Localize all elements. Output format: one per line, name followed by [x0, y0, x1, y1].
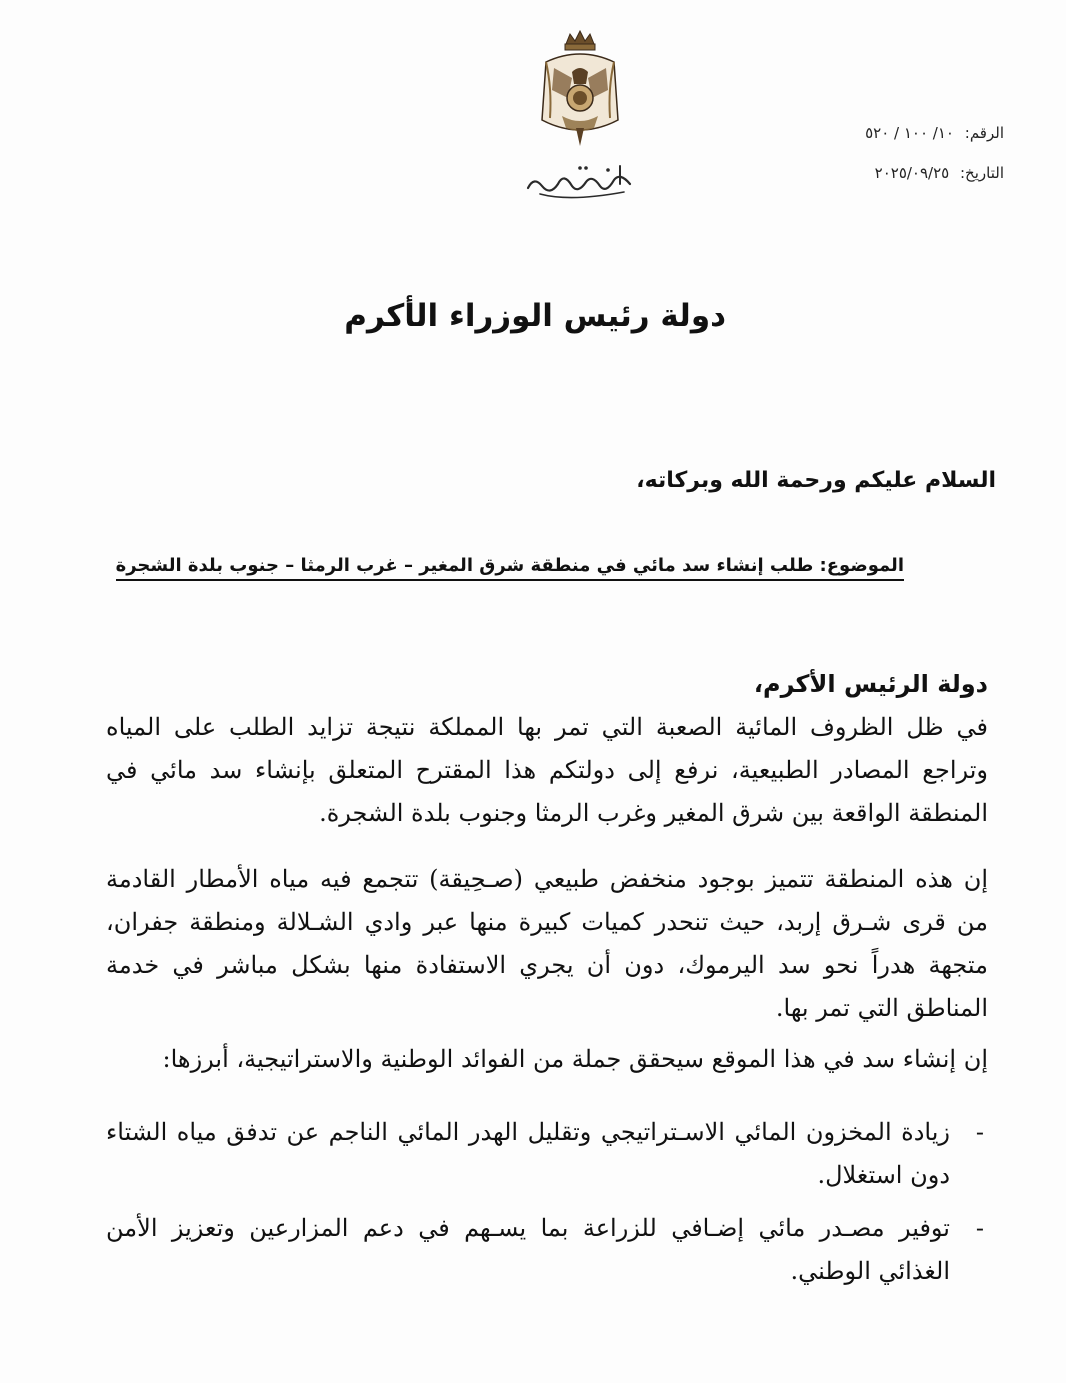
list-item — [106, 1207, 988, 1293]
reference-label: الرقم: — [964, 124, 1004, 142]
reference-value: ١٠/ ١٠٠ / ٥٢٠ — [865, 124, 954, 142]
list-item-text: زيادة المخزون المائي الاسـتراتيجي وتقليل الهدر المائي الناجم عن تدفق مياه الشتاء دون استغلال. — [106, 1118, 950, 1189]
paragraph: إن إنشاء سد في هذا الموقع سيحقق جملة من الفوائد الوطنية والاستراتيجية، أبرزها: — [162, 1045, 988, 1073]
bullet-marker: - — [975, 1214, 984, 1242]
date-value: ٢٠٢٥/٠٩/٢٥ — [874, 164, 950, 182]
list-item — [106, 1111, 988, 1197]
benefits-list — [106, 1111, 988, 1303]
salutation: دولة الرئيس الأكرم، — [753, 670, 988, 698]
addressee-heading: دولة رئيس الوزراء الأكرم — [344, 298, 726, 334]
bullet-marker: - — [975, 1118, 984, 1146]
greeting: السلام عليكم ورحمة الله وبركاته، — [636, 468, 996, 493]
date-label: التاريخ: — [960, 164, 1004, 182]
jordan-coat-of-arms-icon — [532, 28, 628, 152]
list-item-text: توفير مصـدر مائي إضـافي للزراعة بما يسـهم في دعم المزارعين وتعزيز الأمن الغذائي الوطني. — [106, 1214, 950, 1285]
reference-number — [865, 124, 1004, 142]
paragraph: إن هذه المنطقة تتميز بوجود منخفض طبيعي (صـحِيقة) تتجمع فيه مياه الأمطار القادمة من قرى شـرق إربد، حيث تنحدر كميات كبيرة منها عبر وادي الشـلالة ومنطقة جفران، متجهة هدراً نحو سد اليرموك، دون أن يجري الاستفادة منها بشكل مباشر في خدمة المناطق التي تمر بها. — [106, 865, 988, 1022]
paragraph: في ظل الظروف المائية الصعبة التي تمر بها المملكة نتيجة تزايد الطلب على المياه وتراجع المصادر الطبيعية، نرفع إلى دولتكم هذا المقترح المتعلق بإنشاء سد مائي في المنطقة الواقعة بين شرق المغير وغرب الرمثا وجنوب بلدة الشجرة. — [106, 713, 988, 827]
subject-text: الموضوع: طلب إنشاء سد مائي في منطقة شرق المغير – غرب الرمثا – جنوب بلدة الشجرة — [116, 555, 904, 581]
council-signature-logo — [520, 158, 640, 204]
letter-date — [875, 164, 1004, 182]
subject-line — [116, 555, 904, 576]
